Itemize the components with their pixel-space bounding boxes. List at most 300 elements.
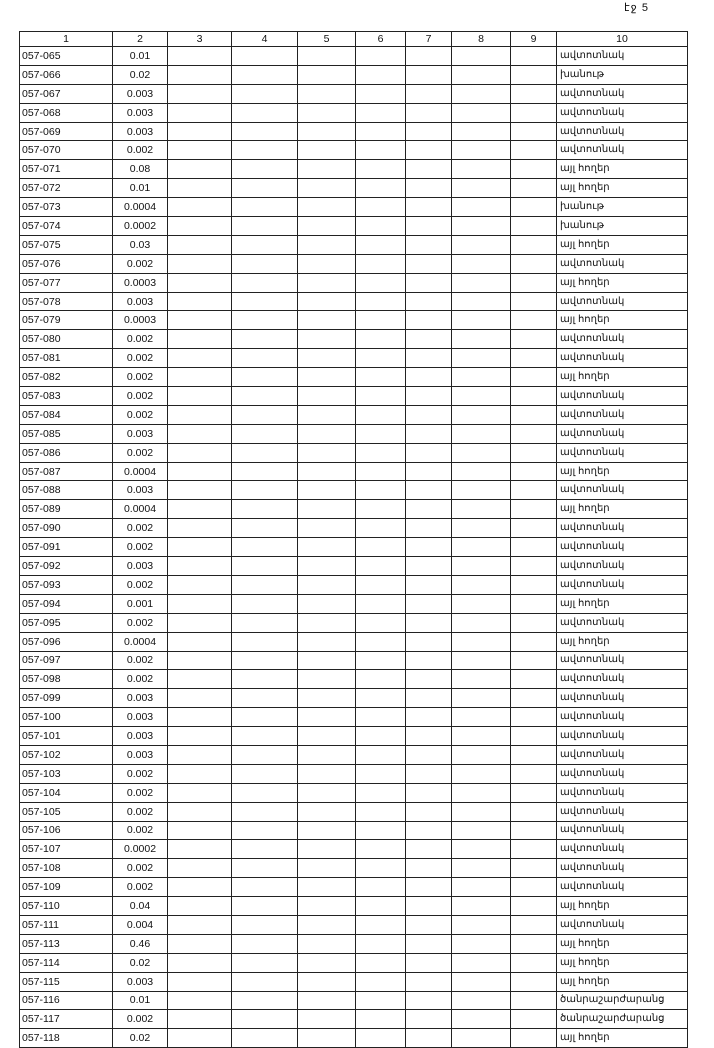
parcel-code-cell: 057-069 <box>20 122 113 141</box>
empty-cell <box>511 368 557 387</box>
empty-cell <box>298 708 356 727</box>
empty-cell <box>168 103 232 122</box>
empty-cell <box>298 632 356 651</box>
empty-cell <box>298 443 356 462</box>
table-row <box>20 273 688 292</box>
empty-cell <box>168 1010 232 1029</box>
area-value-cell: 0.003 <box>113 557 168 576</box>
empty-cell <box>298 47 356 66</box>
empty-cell <box>511 405 557 424</box>
empty-cell <box>406 519 452 538</box>
empty-cell <box>356 103 406 122</box>
empty-cell <box>356 840 406 859</box>
table-row <box>20 972 688 991</box>
empty-cell <box>452 840 511 859</box>
empty-cell <box>298 330 356 349</box>
empty-cell <box>511 160 557 179</box>
empty-cell <box>232 783 298 802</box>
empty-cell <box>168 160 232 179</box>
empty-cell <box>356 349 406 368</box>
empty-cell <box>298 802 356 821</box>
empty-cell <box>232 745 298 764</box>
area-value-cell: 0.0002 <box>113 840 168 859</box>
empty-cell <box>168 122 232 141</box>
empty-cell <box>406 972 452 991</box>
area-value-cell: 0.02 <box>113 953 168 972</box>
area-value-cell: 0.003 <box>113 481 168 500</box>
parcel-code-cell: 057-081 <box>20 349 113 368</box>
empty-cell <box>356 198 406 217</box>
empty-cell <box>452 878 511 897</box>
empty-cell <box>511 519 557 538</box>
table-row <box>20 368 688 387</box>
empty-cell <box>168 217 232 236</box>
land-type-cell: ավտոտնակ <box>557 651 688 670</box>
empty-cell <box>511 273 557 292</box>
empty-cell <box>511 764 557 783</box>
land-type-cell: ավտոտնակ <box>557 292 688 311</box>
empty-cell <box>406 405 452 424</box>
land-type-cell: այլ հողեր <box>557 1029 688 1048</box>
area-value-cell: 0.0004 <box>113 500 168 519</box>
empty-cell <box>168 462 232 481</box>
empty-cell <box>511 915 557 934</box>
area-value-cell: 0.03 <box>113 235 168 254</box>
empty-cell <box>356 972 406 991</box>
land-type-cell: այլ հողեր <box>557 179 688 198</box>
table-row <box>20 802 688 821</box>
empty-cell <box>511 292 557 311</box>
empty-cell <box>452 651 511 670</box>
area-value-cell: 0.003 <box>113 689 168 708</box>
parcel-code-cell: 057-086 <box>20 443 113 462</box>
empty-cell <box>406 443 452 462</box>
empty-cell <box>511 235 557 254</box>
land-type-cell: խանութ <box>557 65 688 84</box>
empty-cell <box>356 424 406 443</box>
empty-cell <box>406 65 452 84</box>
table-row <box>20 859 688 878</box>
empty-cell <box>232 292 298 311</box>
land-type-cell: այլ հողեր <box>557 632 688 651</box>
land-type-cell: ավտոտնակ <box>557 557 688 576</box>
parcel-code-cell: 057-076 <box>20 254 113 273</box>
empty-cell <box>298 122 356 141</box>
empty-cell <box>298 934 356 953</box>
empty-cell <box>168 368 232 387</box>
empty-cell <box>232 594 298 613</box>
land-type-cell: այլ հողեր <box>557 273 688 292</box>
area-value-cell: 0.002 <box>113 349 168 368</box>
empty-cell <box>406 424 452 443</box>
table-row <box>20 405 688 424</box>
empty-cell <box>168 500 232 519</box>
area-value-cell: 0.003 <box>113 727 168 746</box>
land-type-cell: այլ հողեր <box>557 235 688 254</box>
column-header-5: 5 <box>298 32 356 47</box>
empty-cell <box>452 141 511 160</box>
empty-cell <box>511 424 557 443</box>
empty-cell <box>406 727 452 746</box>
empty-cell <box>298 462 356 481</box>
empty-cell <box>452 689 511 708</box>
table-row <box>20 613 688 632</box>
empty-cell <box>168 235 232 254</box>
parcel-code-cell: 057-097 <box>20 651 113 670</box>
empty-cell <box>356 934 406 953</box>
parcel-code-cell: 057-117 <box>20 1010 113 1029</box>
empty-cell <box>406 235 452 254</box>
empty-cell <box>356 575 406 594</box>
parcel-code-cell: 057-080 <box>20 330 113 349</box>
table-row <box>20 575 688 594</box>
table-row <box>20 670 688 689</box>
empty-cell <box>356 405 406 424</box>
empty-cell <box>356 670 406 689</box>
area-value-cell: 0.002 <box>113 783 168 802</box>
empty-cell <box>356 217 406 236</box>
land-type-cell: ավտոտնակ <box>557 330 688 349</box>
empty-cell <box>356 235 406 254</box>
empty-cell <box>406 122 452 141</box>
table-row <box>20 481 688 500</box>
empty-cell <box>511 802 557 821</box>
empty-cell <box>298 292 356 311</box>
area-value-cell: 0.002 <box>113 519 168 538</box>
empty-cell <box>511 594 557 613</box>
land-type-cell: ավտոտնակ <box>557 689 688 708</box>
empty-cell <box>356 594 406 613</box>
area-value-cell: 0.003 <box>113 972 168 991</box>
table-body <box>20 47 688 1048</box>
parcel-code-cell: 057-109 <box>20 878 113 897</box>
parcel-code-cell: 057-095 <box>20 613 113 632</box>
empty-cell <box>452 103 511 122</box>
empty-cell <box>356 84 406 103</box>
table-row <box>20 349 688 368</box>
empty-cell <box>406 897 452 916</box>
empty-cell <box>406 613 452 632</box>
land-type-cell: ավտոտնակ <box>557 670 688 689</box>
table-row <box>20 689 688 708</box>
empty-cell <box>406 1010 452 1029</box>
empty-cell <box>168 330 232 349</box>
empty-cell <box>511 708 557 727</box>
empty-cell <box>232 613 298 632</box>
empty-cell <box>511 575 557 594</box>
empty-cell <box>511 217 557 236</box>
empty-cell <box>298 84 356 103</box>
table-row <box>20 254 688 273</box>
land-type-cell: ավտոտնակ <box>557 802 688 821</box>
empty-cell <box>511 557 557 576</box>
empty-cell <box>511 311 557 330</box>
empty-cell <box>356 915 406 934</box>
empty-cell <box>406 651 452 670</box>
empty-cell <box>356 745 406 764</box>
empty-cell <box>452 65 511 84</box>
empty-cell <box>168 198 232 217</box>
empty-cell <box>298 1029 356 1048</box>
empty-cell <box>356 783 406 802</box>
empty-cell <box>406 878 452 897</box>
empty-cell <box>298 670 356 689</box>
empty-cell <box>232 500 298 519</box>
empty-cell <box>356 443 406 462</box>
empty-cell <box>356 651 406 670</box>
empty-cell <box>406 84 452 103</box>
land-type-cell: այլ հողեր <box>557 311 688 330</box>
empty-cell <box>298 840 356 859</box>
area-value-cell: 0.001 <box>113 594 168 613</box>
table-row <box>20 915 688 934</box>
empty-cell <box>452 764 511 783</box>
land-type-cell: ավտոտնակ <box>557 783 688 802</box>
empty-cell <box>452 670 511 689</box>
empty-cell <box>298 424 356 443</box>
parcel-code-cell: 057-078 <box>20 292 113 311</box>
empty-cell <box>356 557 406 576</box>
empty-cell <box>406 462 452 481</box>
empty-cell <box>232 349 298 368</box>
empty-cell <box>298 254 356 273</box>
parcel-code-cell: 057-073 <box>20 198 113 217</box>
empty-cell <box>452 311 511 330</box>
area-value-cell: 0.003 <box>113 292 168 311</box>
land-type-cell: ավտոտնակ <box>557 443 688 462</box>
land-type-cell: ավտոտնակ <box>557 141 688 160</box>
land-type-cell: ավտոտնակ <box>557 122 688 141</box>
empty-cell <box>232 405 298 424</box>
empty-cell <box>168 311 232 330</box>
area-value-cell: 0.003 <box>113 424 168 443</box>
empty-cell <box>406 840 452 859</box>
empty-cell <box>232 273 298 292</box>
empty-cell <box>232 84 298 103</box>
area-value-cell: 0.002 <box>113 859 168 878</box>
parcel-code-cell: 057-101 <box>20 727 113 746</box>
empty-cell <box>511 349 557 368</box>
land-type-cell: ավտոտնակ <box>557 424 688 443</box>
area-value-cell: 0.01 <box>113 179 168 198</box>
land-type-cell: ավտոտնակ <box>557 254 688 273</box>
empty-cell <box>452 179 511 198</box>
empty-cell <box>232 670 298 689</box>
area-value-cell: 0.003 <box>113 84 168 103</box>
empty-cell <box>511 651 557 670</box>
empty-cell <box>232 538 298 557</box>
empty-cell <box>232 141 298 160</box>
empty-cell <box>232 972 298 991</box>
empty-cell <box>406 198 452 217</box>
land-type-cell: ավտոտնակ <box>557 103 688 122</box>
parcel-code-cell: 057-099 <box>20 689 113 708</box>
empty-cell <box>356 462 406 481</box>
table-row <box>20 764 688 783</box>
parcel-code-cell: 057-087 <box>20 462 113 481</box>
land-type-cell: այլ հողեր <box>557 500 688 519</box>
parcel-code-cell: 057-102 <box>20 745 113 764</box>
empty-cell <box>452 122 511 141</box>
empty-cell <box>406 802 452 821</box>
table-row <box>20 500 688 519</box>
empty-cell <box>298 141 356 160</box>
empty-cell <box>168 273 232 292</box>
empty-cell <box>452 613 511 632</box>
area-value-cell: 0.002 <box>113 613 168 632</box>
table-row <box>20 745 688 764</box>
parcel-code-cell: 057-105 <box>20 802 113 821</box>
area-value-cell: 0.002 <box>113 878 168 897</box>
area-value-cell: 0.04 <box>113 897 168 916</box>
empty-cell <box>511 47 557 66</box>
column-header-9: 9 <box>511 32 557 47</box>
empty-cell <box>406 764 452 783</box>
empty-cell <box>511 254 557 273</box>
empty-cell <box>232 122 298 141</box>
empty-cell <box>232 632 298 651</box>
table-row <box>20 387 688 406</box>
empty-cell <box>356 273 406 292</box>
empty-cell <box>168 292 232 311</box>
empty-cell <box>406 953 452 972</box>
parcel-code-cell: 057-110 <box>20 897 113 916</box>
empty-cell <box>452 84 511 103</box>
table-row <box>20 1010 688 1029</box>
empty-cell <box>452 897 511 916</box>
empty-cell <box>511 745 557 764</box>
empty-cell <box>232 878 298 897</box>
parcel-code-cell: 057-092 <box>20 557 113 576</box>
empty-cell <box>168 632 232 651</box>
empty-cell <box>406 575 452 594</box>
empty-cell <box>232 368 298 387</box>
table-row <box>20 991 688 1010</box>
empty-cell <box>511 538 557 557</box>
empty-cell <box>298 972 356 991</box>
empty-cell <box>168 689 232 708</box>
empty-cell <box>511 462 557 481</box>
land-type-cell: ավտոտնակ <box>557 878 688 897</box>
empty-cell <box>232 953 298 972</box>
empty-cell <box>298 349 356 368</box>
parcel-code-cell: 057-116 <box>20 991 113 1010</box>
empty-cell <box>232 443 298 462</box>
parcel-code-cell: 057-096 <box>20 632 113 651</box>
empty-cell <box>356 859 406 878</box>
empty-cell <box>232 217 298 236</box>
table-row <box>20 330 688 349</box>
parcel-code-cell: 057-103 <box>20 764 113 783</box>
empty-cell <box>168 141 232 160</box>
area-value-cell: 0.0003 <box>113 273 168 292</box>
land-type-cell: ավտոտնակ <box>557 821 688 840</box>
empty-cell <box>356 292 406 311</box>
land-type-cell: ավտոտնակ <box>557 405 688 424</box>
empty-cell <box>168 179 232 198</box>
empty-cell <box>168 878 232 897</box>
empty-cell <box>406 103 452 122</box>
area-value-cell: 0.0004 <box>113 462 168 481</box>
empty-cell <box>406 783 452 802</box>
empty-cell <box>232 575 298 594</box>
parcel-code-cell: 057-071 <box>20 160 113 179</box>
empty-cell <box>452 443 511 462</box>
empty-cell <box>298 897 356 916</box>
parcel-code-cell: 057-088 <box>20 481 113 500</box>
empty-cell <box>452 915 511 934</box>
parcel-code-cell: 057-091 <box>20 538 113 557</box>
empty-cell <box>298 538 356 557</box>
empty-cell <box>232 840 298 859</box>
land-type-cell: այլ հողեր <box>557 594 688 613</box>
area-value-cell: 0.003 <box>113 122 168 141</box>
empty-cell <box>406 481 452 500</box>
land-type-cell: ավտոտնակ <box>557 840 688 859</box>
land-type-cell: խանութ <box>557 198 688 217</box>
table-row <box>20 840 688 859</box>
land-type-cell: այլ հողեր <box>557 897 688 916</box>
empty-cell <box>298 915 356 934</box>
empty-cell <box>298 519 356 538</box>
land-type-cell: ավտոտնակ <box>557 47 688 66</box>
empty-cell <box>356 764 406 783</box>
table-row <box>20 311 688 330</box>
empty-cell <box>298 557 356 576</box>
parcel-code-cell: 057-074 <box>20 217 113 236</box>
empty-cell <box>452 575 511 594</box>
empty-cell <box>356 160 406 179</box>
empty-cell <box>232 481 298 500</box>
table-row <box>20 179 688 198</box>
empty-cell <box>298 368 356 387</box>
table-row <box>20 821 688 840</box>
area-value-cell: 0.0004 <box>113 632 168 651</box>
parcel-code-cell: 057-106 <box>20 821 113 840</box>
table-row <box>20 103 688 122</box>
table-row <box>20 538 688 557</box>
empty-cell <box>511 387 557 406</box>
empty-cell <box>168 84 232 103</box>
area-value-cell: 0.002 <box>113 821 168 840</box>
empty-cell <box>168 953 232 972</box>
parcel-code-cell: 057-083 <box>20 387 113 406</box>
empty-cell <box>511 934 557 953</box>
empty-cell <box>511 689 557 708</box>
empty-cell <box>168 47 232 66</box>
table-row <box>20 953 688 972</box>
empty-cell <box>511 1029 557 1048</box>
table-row <box>20 292 688 311</box>
empty-cell <box>168 405 232 424</box>
column-header-2: 2 <box>113 32 168 47</box>
parcel-code-cell: 057-084 <box>20 405 113 424</box>
parcel-code-cell: 057-082 <box>20 368 113 387</box>
table-row <box>20 198 688 217</box>
empty-cell <box>406 689 452 708</box>
empty-cell <box>511 821 557 840</box>
empty-cell <box>232 821 298 840</box>
empty-cell <box>232 1010 298 1029</box>
empty-cell <box>168 708 232 727</box>
empty-cell <box>356 254 406 273</box>
empty-cell <box>406 859 452 878</box>
empty-cell <box>406 217 452 236</box>
empty-cell <box>452 500 511 519</box>
empty-cell <box>232 1029 298 1048</box>
column-header-row <box>20 32 688 47</box>
area-value-cell: 0.0002 <box>113 217 168 236</box>
